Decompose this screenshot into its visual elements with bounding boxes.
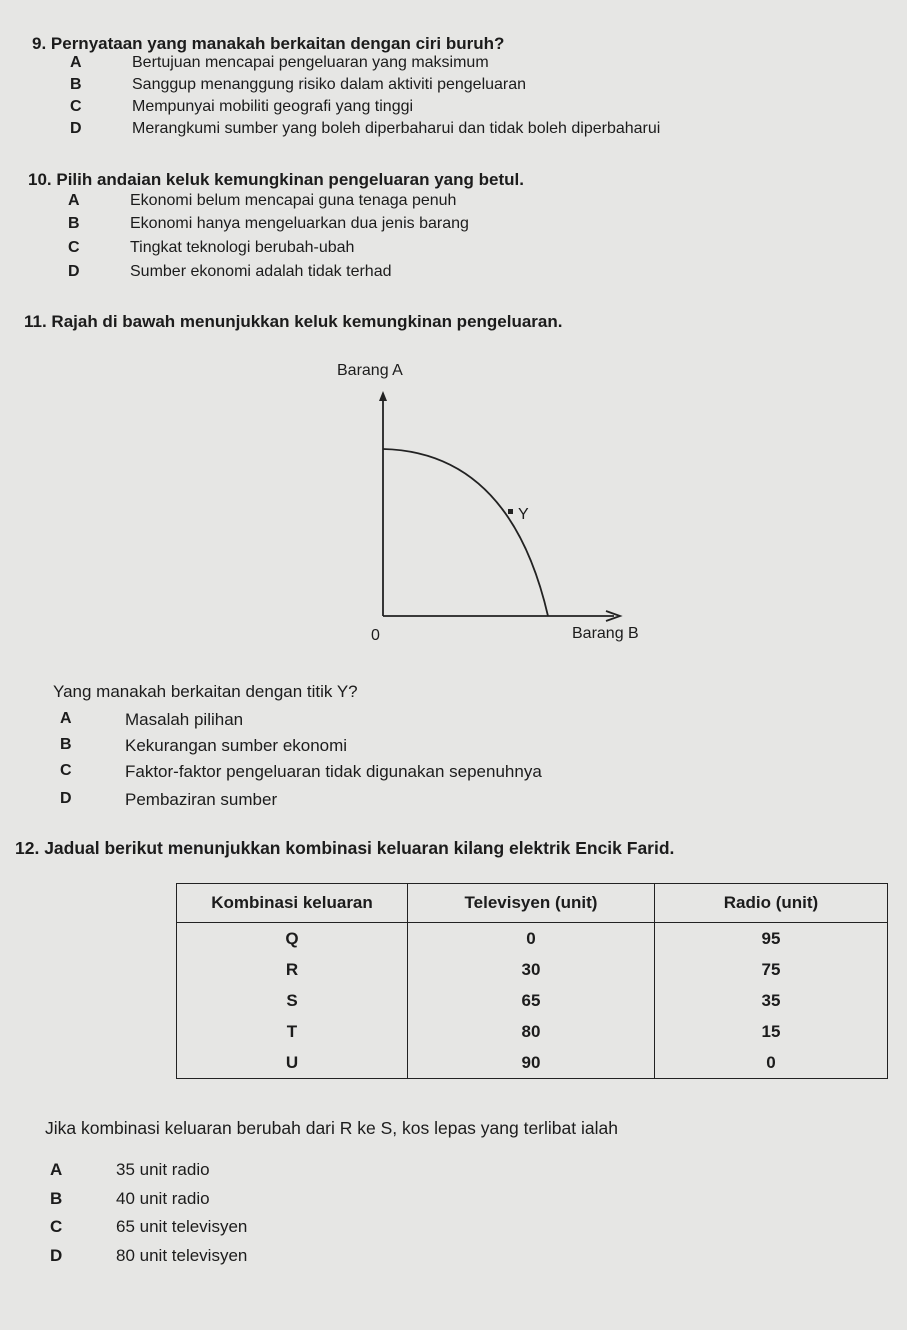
header-radio: Radio (unit) <box>655 884 888 923</box>
output-schedule-table <box>176 883 888 1079</box>
q10-option-d-letter: D <box>68 263 80 280</box>
table-cell: Q <box>285 929 299 948</box>
q9-option-a-text: Bertujuan mencapai pengeluaran yang maksimum <box>132 54 489 71</box>
combination-column <box>177 923 408 1079</box>
q9-option-a-letter: A <box>70 54 82 71</box>
q11-option-a-text: Masalah pilihan <box>125 710 244 729</box>
q10-option-c-text: Tingkat teknologi berubah-ubah <box>130 239 355 256</box>
q9-option-c-text: Mempunyai mobiliti geografi yang tinggi <box>132 98 414 115</box>
table-cell: 80 <box>521 1022 541 1041</box>
table-cell: 90 <box>521 1053 541 1072</box>
header-combination: Kombinasi keluaran <box>177 884 408 923</box>
q11-prompt: Yang manakah berkaitan dengan titik Y? <box>53 682 358 701</box>
q11-option-a-letter: A <box>60 710 72 727</box>
q12-option-c-text: 65 unit televisyen <box>116 1217 248 1236</box>
q10-option-c-letter: C <box>68 239 80 256</box>
q12-option-a-letter: A <box>50 1160 63 1179</box>
q10-option-b-letter: B <box>68 215 80 232</box>
question-12: 12. Jadual berikut menunjukkan kombinasi keluaran kilang elektrik Encik Farid. <box>15 838 675 858</box>
table-cell: U <box>285 1053 299 1072</box>
q9-option-b-letter: B <box>70 76 82 93</box>
table-cell: S <box>286 991 298 1010</box>
q9-option-d-text: Merangkumi sumber yang boleh diperbaharui dan tidak boleh diperbaharui <box>132 120 661 137</box>
q11-option-c-text: Faktor-faktor pengeluaran tidak digunakan sepenuhnya <box>125 762 542 781</box>
q11-option-c-letter: C <box>60 762 72 779</box>
q9-option-d-letter: D <box>70 120 82 137</box>
q10-option-a-letter: A <box>68 192 80 209</box>
point-y-marker <box>508 509 513 514</box>
table-cell: 15 <box>761 1022 781 1041</box>
q11-option-d-text: Pembaziran sumber <box>125 790 278 809</box>
table-cell: 75 <box>761 960 781 979</box>
q12-prompt: Jika kombinasi keluaran berubah dari R ke S, kos lepas yang terlibat ialah <box>45 1118 618 1138</box>
q11-option-d-letter: D <box>60 790 72 807</box>
y-axis-label: Barang A <box>337 362 403 379</box>
question-11: 11. Rajah di bawah menunjukkan keluk kemungkinan pengeluaran. <box>24 312 563 331</box>
question-10: 10. Pilih andaian keluk kemungkinan pengeluaran yang betul. <box>28 170 524 189</box>
q11-option-b-text: Kekurangan sumber ekonomi <box>125 736 348 755</box>
table-cell: 0 <box>526 929 536 948</box>
q12-option-a-text: 35 unit radio <box>116 1160 210 1179</box>
table-cell: 95 <box>761 929 781 948</box>
question-9: 9. Pernyataan yang manakah berkaitan dengan ciri buruh? <box>32 34 505 53</box>
y-axis-arrow <box>379 391 387 401</box>
table-cell: R <box>285 960 299 979</box>
q12-option-d-letter: D <box>50 1246 63 1265</box>
header-television: Televisyen (unit) <box>408 884 655 923</box>
q11-option-b-letter: B <box>60 736 72 753</box>
q10-option-d-text: Sumber ekonomi adalah tidak terhad <box>130 263 392 280</box>
q9-option-b-text: Sanggup menanggung risiko dalam aktiviti pengeluaran <box>132 76 527 93</box>
table-cell: 30 <box>521 960 541 979</box>
table-cell: 35 <box>761 991 781 1010</box>
q12-option-b-text: 40 unit radio <box>116 1189 210 1208</box>
point-y-label: Y <box>518 506 529 523</box>
q12-option-b-letter: B <box>50 1189 63 1208</box>
table-cell: 0 <box>766 1053 776 1072</box>
q9-option-c-letter: C <box>70 98 82 115</box>
table-body-row <box>177 923 888 1079</box>
ppc-curve <box>383 449 548 616</box>
x-axis-label: Barang B <box>572 625 639 642</box>
table-cell: 65 <box>521 991 541 1010</box>
q10-option-b-text: Ekonomi hanya mengeluarkan dua jenis barang <box>130 215 469 232</box>
q10-option-a-text: Ekonomi belum mencapai guna tenaga penuh <box>130 192 457 209</box>
radio-column <box>655 923 888 1079</box>
origin-label: 0 <box>371 627 380 644</box>
q12-option-c-letter: C <box>50 1217 63 1236</box>
q12-option-d-text: 80 unit televisyen <box>116 1246 248 1265</box>
table-cell: T <box>286 1022 298 1041</box>
television-column <box>408 923 655 1079</box>
table-header-row <box>177 884 888 923</box>
